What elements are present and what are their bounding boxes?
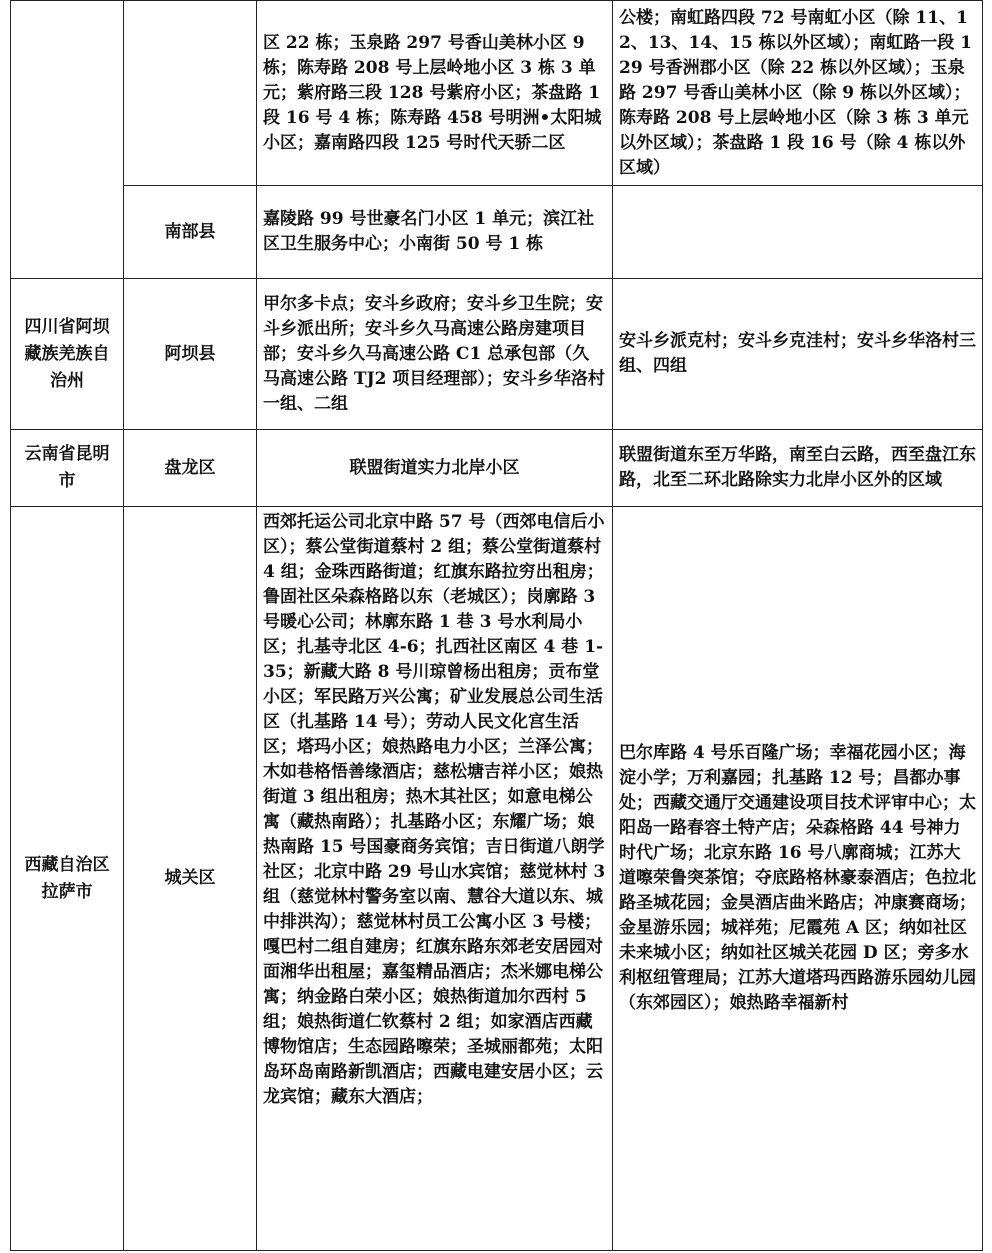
medium-risk-area-cell: 安斗乡派克村；安斗乡克洼村；安斗乡华洛村三组、四组 bbox=[613, 279, 983, 430]
city-cell bbox=[11, 1, 124, 279]
district-cell: 城关区 bbox=[124, 507, 257, 1251]
medium-risk-area-cell: 巴尔库路 4 号乐百隆广场；幸福花园小区；海淀小学；万利嘉园；扎基路 12 号；昌都办事处；西藏交通厅交通建设项目技术评审中心；太阳岛一路春容土特产店；朵森格路 44 号神力时代广场；北京东路 16 号八廓商城；江苏大道嚓荣鲁突茶馆；夺底路格林豪泰酒店；色拉北路圣城花园；金昊酒店曲米路店；冲康赛商场；金星游乐园；城祥苑；尼霞苑 A 区；纳如社区未来城小区；纳如社区城关花园 D 区；旁多水利枢纽管理局；江苏大道塔玛西路游乐园幼儿园（东郊园区）；娘热路幸福新村 bbox=[613, 507, 983, 1251]
district-cell: 南部县 bbox=[124, 186, 257, 279]
high-risk-area-cell: 联盟街道实力北岸小区 bbox=[257, 430, 613, 507]
district-cell: 阿坝县 bbox=[124, 279, 257, 430]
high-risk-area-cell: 西郊托运公司北京中路 57 号（西郊电信后小区）；蔡公堂街道蔡村 2 组；蔡公堂街道蔡村 4 组；金珠西路街道；红旗东路拉穷出租房；鲁固社区朵森格路以东（老城区）；岗廓路 3 号暖心公司；林廓东路 1 巷 3 号水利局小区；扎基寺北区 4-6；扎西社区南区 4 巷 1-35；新藏大路 8 号川琼曾杨出租房；贡布堂小区；军民路万兴公寓；矿业发展总公司生活区（扎基路 14 号）；劳动人民文化宫生活区；塔玛小区；娘热路电力小区；兰泽公寓；木如巷格悟善缘酒店；慈松塘吉祥小区；娘热街道 3 组出租房；热木其社区；如意电梯公寓（藏热南路）；扎基路小区；东耀广场；娘热南路 15 号国豪商务宾馆；吉日街道八朗学社区；北京中路 29 号山水宾馆；慈觉林村 3 组（慈觉林村警务室以南、慧谷大道以东、城中排洪沟）；慈觉林村员工公寓小区 3 号楼；嘎巴村二组自建房；红旗东路东郊老安居园对面湘华出租屋；嘉玺精品酒店；杰米娜电梯公寓；纳金路白荣小区；娘热街道加尔西村 5 组；娘热街道仁钦蔡村 2 组；如家酒店西藏博物馆店；生态园路嚓荣；圣城丽都苑；太阳岛环岛南路新凯酒店；西藏电建安居小区；云龙宾馆；藏东大酒店； bbox=[257, 507, 613, 1251]
city-cell: 西藏自治区拉萨市 bbox=[11, 507, 124, 1251]
table-row bbox=[11, 507, 983, 1251]
medium-risk-area-cell: 公楼；南虹路四段 72 号南虹小区（除 11、12、13、14、15 栋以外区域）；南虹路一段 129 号香洲郡小区（除 22 栋以外区域）；玉泉路 297 号香山美林小区（除 9 栋以外区域）；陈寿路 208 号上层岭地小区（除 3 栋 3 单元以外区域）；茶盘路 1 段 16 号（除 4 栋以外区域） bbox=[613, 1, 983, 186]
table-row bbox=[11, 279, 983, 430]
high-risk-area-cell: 区 22 栋；玉泉路 297 号香山美林小区 9 栋；陈寿路 208 号上层岭地小区 3 栋 3 单元；紫府路三段 128 号紫府小区；茶盘路 1 段 16 号 4 栋；陈寿路 458 号明洲•太阳城小区；嘉南路四段 125 号时代天骄二区 bbox=[257, 1, 613, 186]
city-cell: 四川省阿坝藏族羌族自治州 bbox=[11, 279, 124, 430]
city-cell: 云南省昆明市 bbox=[11, 430, 124, 507]
district-cell: 盘龙区 bbox=[124, 430, 257, 507]
medium-risk-area-cell bbox=[613, 186, 983, 279]
table-row bbox=[11, 430, 983, 507]
table-row bbox=[11, 186, 983, 279]
outbreak-area-table bbox=[10, 0, 983, 1251]
high-risk-area-cell: 嘉陵路 99 号世豪名门小区 1 单元；滨江社区卫生服务中心；小南街 50 号 1 栋 bbox=[257, 186, 613, 279]
medium-risk-area-cell: 联盟街道东至万华路，南至白云路，西至盘江东路，北至二环北路除实力北岸小区外的区域 bbox=[613, 430, 983, 507]
high-risk-area-cell: 甲尔多卡点；安斗乡政府；安斗乡卫生院；安斗乡派出所；安斗乡久马高速公路房建项目部；安斗乡久马高速公路 C1 总承包部（久马高速公路 TJ2 项目经理部）；安斗乡华洛村一组、二组 bbox=[257, 279, 613, 430]
district-cell bbox=[124, 1, 257, 186]
table-row bbox=[11, 1, 983, 186]
